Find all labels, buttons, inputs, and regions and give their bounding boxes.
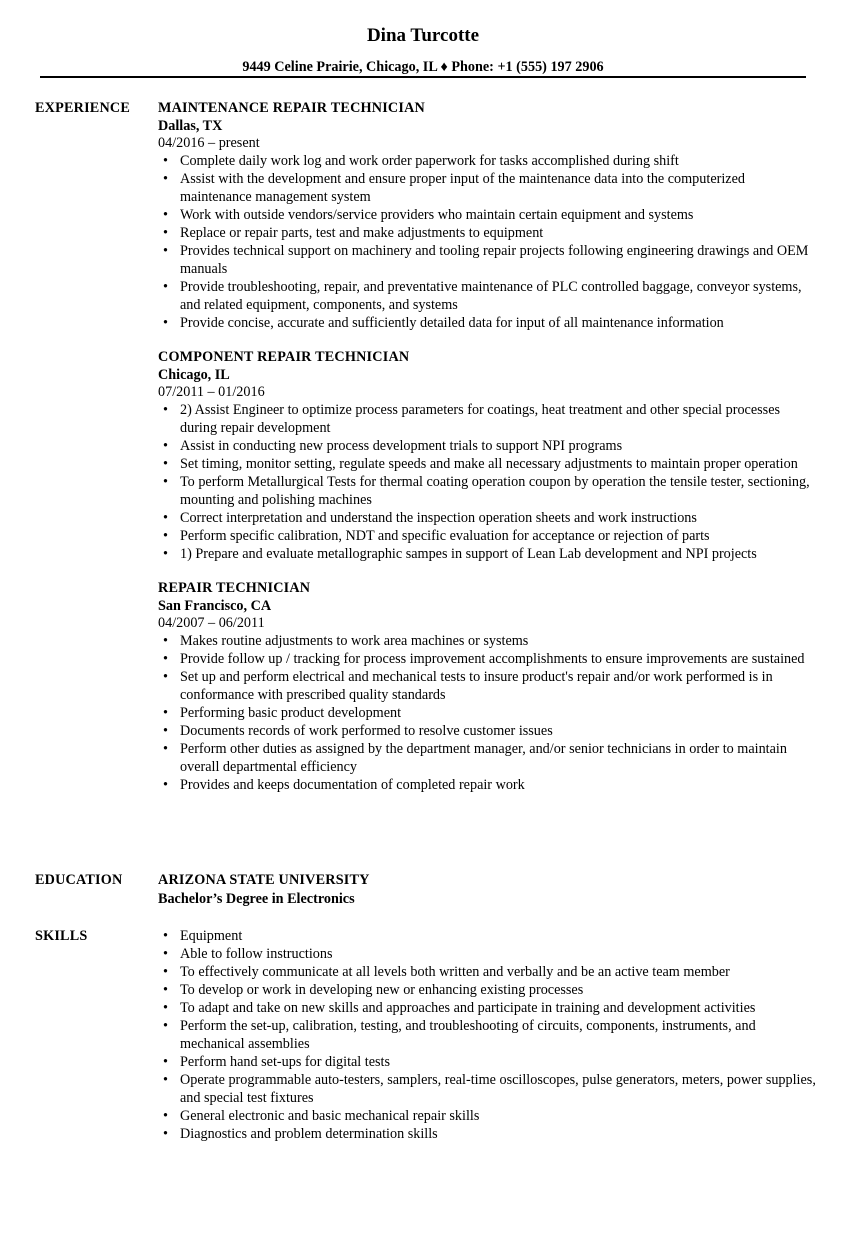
education-body xyxy=(158,871,818,909)
duty-item: • Complete daily work log and work order paperwork for tasks accomplished during shift xyxy=(158,152,818,170)
duty-item: • Set timing, monitor setting, regulate speeds and make all necessary adjustments to maintain proper operation xyxy=(158,455,818,473)
skill-item: • To effectively communicate at all levels both written and verbally and be an active team member xyxy=(158,963,818,981)
skills-list xyxy=(158,927,818,1143)
duty-item: • Provides technical support on machinery and tooling repair projects following engineering drawings and OEM manuals xyxy=(158,242,818,278)
job-title: REPAIR TECHNICIAN xyxy=(158,580,311,596)
skill-item: • Equipment xyxy=(158,927,818,945)
section-label-education: EDUCATION xyxy=(35,872,123,888)
skill-item: • Diagnostics and problem determination skills xyxy=(158,1125,818,1143)
experience-body xyxy=(158,99,818,810)
duty-item: • Performing basic product development xyxy=(158,704,818,722)
skill-item: • General electronic and basic mechanical repair skills xyxy=(158,1107,818,1125)
section-label-experience: EXPERIENCE xyxy=(35,100,131,116)
duty-item: • Assist with the development and ensure proper input of the maintenance data into the computerized maintenance management system xyxy=(158,170,818,206)
job-dates: 07/2011 – 01/2016 xyxy=(158,384,265,400)
section-label-skills: SKILLS xyxy=(35,928,88,944)
job-title: COMPONENT REPAIR TECHNICIAN xyxy=(158,349,410,365)
duty-item: • 1) Prepare and evaluate metallographic sampes in support of Lean Lab development and NPI projects xyxy=(158,545,818,563)
job-title: MAINTENANCE REPAIR TECHNICIAN xyxy=(158,100,425,116)
candidate-name: Dina Turcotte xyxy=(366,25,480,46)
duty-item: • Makes routine adjustments to work area machines or systems xyxy=(158,632,818,650)
duty-item: • Provides and keeps documentation of completed repair work xyxy=(158,776,818,794)
duty-item: • Provide troubleshooting, repair, and preventative maintenance of PLC controlled baggage, conveyor systems, and related equipment, components, and systems xyxy=(158,278,818,314)
job-duties xyxy=(158,152,818,332)
duty-item: • Provide concise, accurate and sufficiently detailed data for input of all maintenance information xyxy=(158,314,818,332)
contact-line: 9449 Celine Prairie, Chicago, IL ♦ Phone: +1 (555) 197 2906 xyxy=(242,59,604,75)
duty-item: • Provide follow up / tracking for process improvement accomplishments to ensure improvements are sustained xyxy=(158,650,818,668)
duty-item: • Documents records of work performed to resolve customer issues xyxy=(158,722,818,740)
job-entry xyxy=(158,579,818,794)
duty-item: • Correct interpretation and understand the inspection operation sheets and work instructions xyxy=(158,509,818,527)
school-name: ARIZONA STATE UNIVERSITY xyxy=(158,872,370,888)
duty-item: • Perform other duties as assigned by the department manager, and/or senior technicians in order to maintain overall departmental efficiency xyxy=(158,740,818,776)
duty-item: • Replace or repair parts, test and make adjustments to equipment xyxy=(158,224,818,242)
skill-item: • Perform hand set-ups for digital tests xyxy=(158,1053,818,1071)
duty-item: • 2) Assist Engineer to optimize process parameters for coatings, heat treatment and other special processes during repair development xyxy=(158,401,818,437)
skill-item: • Operate programmable auto-testers, samplers, real-time oscilloscopes, pulse generators, meters, power supplies, and special test fixtures xyxy=(158,1071,818,1107)
job-location: San Francisco, CA xyxy=(158,598,272,614)
degree-name: Bachelor’s Degree in Electronics xyxy=(158,891,355,907)
duty-item: • Set up and perform electrical and mechanical tests to insure product's repair and/or work performed is in conformance with prescribed quality standards xyxy=(158,668,818,704)
duty-item: • Perform specific calibration, NDT and specific evaluation for acceptance or rejection of parts xyxy=(158,527,818,545)
skill-item: • Perform the set-up, calibration, testing, and troubleshooting of circuits, components, instruments, and mechanical assemblies xyxy=(158,1017,818,1053)
duty-item: • To perform Metallurgical Tests for thermal coating operation coupon by operation the tensile tester, sectioning, mounting and polishing machines xyxy=(158,473,818,509)
job-dates: 04/2007 – 06/2011 xyxy=(158,615,265,631)
skill-item: • Able to follow instructions xyxy=(158,945,818,963)
job-dates: 04/2016 – present xyxy=(158,135,260,151)
skills-body xyxy=(158,927,818,1143)
duty-item: • Work with outside vendors/service providers who maintain certain equipment and systems xyxy=(158,206,818,224)
job-location: Dallas, TX xyxy=(158,118,223,134)
header-divider xyxy=(40,76,806,78)
job-entry xyxy=(158,348,818,563)
skill-item: • To adapt and take on new skills and approaches and participate in training and development activities xyxy=(158,999,818,1017)
job-entry xyxy=(158,99,818,332)
job-duties xyxy=(158,401,818,563)
job-location: Chicago, IL xyxy=(158,367,230,383)
job-duties xyxy=(158,632,818,794)
duty-item: • Assist in conducting new process development trials to support NPI programs xyxy=(158,437,818,455)
skill-item: • To develop or work in developing new or enhancing existing processes xyxy=(158,981,818,999)
